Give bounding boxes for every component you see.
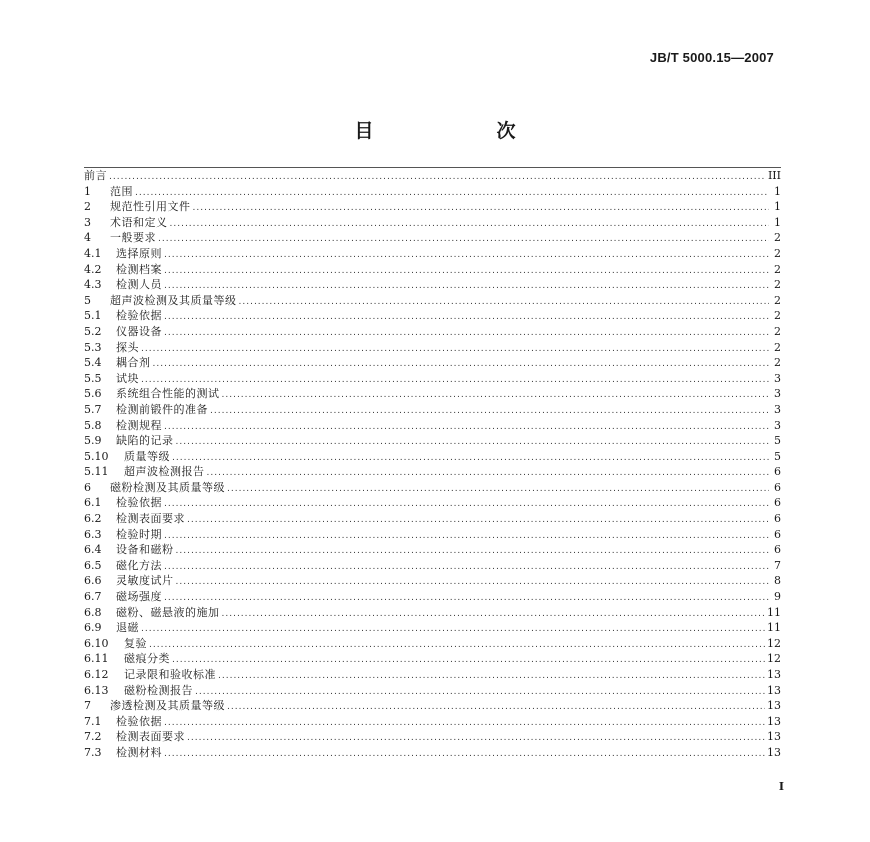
toc-dot-leader	[164, 310, 769, 326]
toc-entry-page: 6	[774, 527, 781, 541]
toc-dot-leader	[164, 560, 769, 576]
toc-dot-leader	[176, 575, 770, 591]
toc-entry[interactable]	[84, 262, 781, 278]
toc-dot-leader	[164, 420, 769, 436]
toc-entry-title: 系统组合性能的测试	[116, 387, 220, 401]
toc-entry-title: 质量等级	[124, 449, 170, 463]
toc-entry-title: 超声波检测报告	[124, 465, 205, 479]
toc-entry-number: 7	[84, 699, 91, 713]
toc-entry-title: 磁粉检测及其质量等级	[110, 480, 225, 494]
toc-entry-title: 复验	[124, 636, 147, 650]
toc-entry-title: 选择原则	[116, 246, 162, 260]
toc-entry[interactable]	[84, 745, 781, 761]
toc-entry-page: 13	[767, 683, 781, 697]
toc-dot-leader	[164, 264, 769, 280]
toc-entry[interactable]	[84, 651, 781, 667]
toc-dot-leader	[172, 653, 765, 669]
toc-entry[interactable]	[84, 667, 781, 683]
toc-dot-leader	[222, 388, 770, 404]
toc-entry-title: 退磁	[116, 621, 139, 635]
toc-entry[interactable]	[84, 230, 781, 246]
toc-dot-leader	[176, 435, 770, 451]
toc-entry-title: 磁粉检测报告	[124, 683, 193, 697]
toc-entry-page: 12	[767, 636, 781, 650]
standard-code: JB/T 5000.15—2007	[649, 50, 774, 65]
toc-entry-number: 5.2	[84, 324, 102, 338]
toc-entry[interactable]	[84, 605, 781, 621]
toc-entry-number: 6.12	[84, 668, 109, 681]
toc-entry-number: 6.4	[84, 543, 102, 557]
toc-dot-leader	[141, 622, 765, 638]
toc-dot-leader	[164, 716, 765, 732]
toc-entry[interactable]	[84, 433, 781, 449]
toc-entry-title: 缺陷的记录	[116, 434, 174, 448]
toc-entry-number: 6.6	[84, 574, 102, 588]
toc-entry-page: 8	[774, 574, 781, 588]
toc-entry[interactable]	[84, 589, 781, 605]
toc-entry-title: 检测前锻件的准备	[116, 402, 208, 416]
toc-entry-title: 超声波检测及其质量等级	[110, 293, 237, 307]
toc-dot-leader	[172, 451, 769, 467]
toc-entry-page: 7	[774, 558, 781, 572]
toc-entry-number: 5	[84, 293, 91, 307]
toc-dot-leader	[164, 248, 769, 264]
toc-entry-number: 7.3	[84, 745, 102, 759]
toc-entry-page: 5	[774, 434, 781, 448]
toc-entry-page: 2	[774, 309, 781, 323]
toc-entry[interactable]	[84, 480, 781, 496]
toc-entry-title: 探头	[116, 340, 139, 354]
toc-entry-page: 1	[774, 184, 781, 198]
toc-entry[interactable]	[84, 714, 781, 730]
toc-entry-number: 5.9	[84, 434, 102, 448]
toc-entry-number: 6.8	[84, 605, 102, 619]
toc-dot-leader	[135, 186, 769, 202]
toc-entry-page: 2	[774, 231, 781, 245]
toc-dot-leader	[164, 326, 769, 342]
toc-dot-leader	[195, 685, 765, 701]
toc-dot-leader	[207, 466, 770, 482]
toc-entry-number: 6.10	[84, 636, 109, 650]
toc-entry[interactable]	[84, 246, 781, 262]
toc-entry-title: 灵敏度试片	[116, 574, 174, 588]
toc-entry[interactable]	[84, 464, 781, 480]
toc-entry-number: 4.3	[84, 278, 102, 292]
toc-entry-page: 9	[774, 590, 781, 604]
toc-dot-leader	[239, 295, 770, 311]
toc-dot-leader	[193, 201, 770, 217]
toc-entry-number: 5.6	[84, 387, 102, 401]
toc-entry-number: 5.5	[84, 371, 102, 385]
toc-entry-page: 3	[774, 418, 781, 432]
toc-entry-title: 检验时期	[116, 527, 162, 541]
toc-entry-page: 13	[767, 745, 781, 759]
toc-entry-number: 5.10	[84, 449, 109, 463]
toc-entry[interactable]	[84, 449, 781, 465]
toc-entry[interactable]	[84, 683, 781, 699]
toc-entry-page: 13	[767, 730, 781, 744]
toc-dot-leader	[227, 482, 769, 498]
toc-entry-title: 规范性引用文件	[110, 200, 191, 214]
toc-entry[interactable]	[84, 340, 781, 356]
toc-dot-leader	[187, 513, 769, 529]
toc-entry-number: 6.5	[84, 558, 102, 572]
toc-dot-leader	[187, 731, 765, 747]
toc-entry-page: 13	[767, 699, 781, 713]
toc-entry[interactable]	[84, 293, 781, 309]
toc-entry[interactable]	[84, 184, 781, 200]
toc-entry[interactable]	[84, 215, 781, 231]
toc-entry-page: 2	[774, 262, 781, 276]
toc-entry-title: 术语和定义	[110, 215, 168, 229]
toc-entry[interactable]	[84, 729, 781, 745]
toc-dot-leader	[218, 669, 765, 685]
toc-entry-title: 检测档案	[116, 262, 162, 276]
toc-entry-number: 7.2	[84, 730, 102, 744]
toc-entry[interactable]	[84, 418, 781, 434]
toc-entry-title: 检验依据	[116, 496, 162, 510]
toc-entry-page: 6	[774, 543, 781, 557]
toc-entry-title: 磁场强度	[116, 590, 162, 604]
toc-entry-number: 5.1	[84, 309, 102, 323]
toc-entry-number: 6.2	[84, 512, 102, 526]
toc-entry-number: 2	[84, 200, 91, 214]
toc-entry-title: 磁粉、磁悬液的施加	[116, 605, 220, 619]
toc-entry-number: 6.3	[84, 527, 102, 541]
toc-dot-leader	[164, 591, 769, 607]
toc-dot-leader	[164, 279, 769, 295]
toc-entry-title: 记录限和验收标准	[124, 668, 216, 681]
toc-dot-leader	[164, 529, 769, 545]
toc-entry-title: 检测表面要求	[116, 512, 185, 526]
toc-dot-leader	[109, 170, 766, 186]
toc-entry[interactable]	[84, 573, 781, 589]
toc-dot-leader	[164, 747, 765, 763]
toc-entry-title: 一般要求	[110, 231, 156, 245]
toc-entry-number: 6.11	[84, 652, 109, 666]
toc-dot-leader	[170, 217, 770, 233]
toc-dot-leader	[222, 607, 766, 623]
toc-entry-page: 5	[774, 449, 781, 463]
toc-entry-page: 6	[774, 496, 781, 510]
toc-entry-number: 5.8	[84, 418, 102, 432]
toc-entry-page: 6	[774, 480, 781, 494]
toc-entry-page: 2	[774, 293, 781, 307]
toc-entry-title: 检验依据	[116, 714, 162, 728]
toc-dot-leader	[158, 232, 769, 248]
toc-dot-leader	[176, 544, 770, 560]
toc-entry-page: 6	[774, 465, 781, 479]
toc-entry-page: 1	[774, 200, 781, 214]
toc-entry-title: 仪器设备	[116, 324, 162, 338]
toc-entry-number: 4.2	[84, 262, 102, 276]
toc-entry-number: 6.9	[84, 621, 102, 635]
toc-entry-page: 3	[774, 371, 781, 385]
toc-entry[interactable]	[84, 495, 781, 511]
toc-entry-title: 渗透检测及其质量等级	[110, 699, 225, 713]
toc-entry-title: 检测人员	[116, 278, 162, 292]
toc-entry-number: 5.3	[84, 340, 102, 354]
toc-entry-number: 5.11	[84, 465, 109, 479]
toc-entry-number: 6	[84, 480, 91, 494]
toc-entry[interactable]	[84, 620, 781, 636]
toc-entry-title: 前言	[84, 169, 107, 182]
toc-dot-leader	[153, 357, 770, 373]
page-number: I	[778, 780, 784, 793]
toc-entry-title: 检测材料	[116, 745, 162, 759]
toc-entry[interactable]	[84, 402, 781, 418]
toc-entry-page: 3	[774, 387, 781, 401]
toc-entry-page: 3	[774, 402, 781, 416]
toc-entry-number: 7.1	[84, 714, 102, 728]
toc-entry[interactable]	[84, 168, 781, 184]
toc-entry[interactable]	[84, 277, 781, 293]
toc-entry-page: 2	[774, 356, 781, 370]
toc-entry-page: 1	[774, 215, 781, 229]
toc-entry[interactable]	[84, 355, 781, 371]
toc-entry[interactable]	[84, 324, 781, 340]
toc-entry-page: 2	[774, 324, 781, 338]
toc-entry-number: 5.7	[84, 402, 102, 416]
toc-entry-page: 12	[767, 652, 781, 666]
table-of-contents	[84, 167, 781, 761]
toc-entry[interactable]	[84, 371, 781, 387]
toc-entry-title: 磁痕分类	[124, 652, 170, 666]
toc-entry-number: 1	[84, 184, 91, 198]
toc-entry-number: 6.13	[84, 683, 109, 697]
toc-entry[interactable]	[84, 636, 781, 652]
toc-entry-number: 3	[84, 215, 91, 229]
toc-entry[interactable]	[84, 698, 781, 714]
toc-entry-page: 6	[774, 512, 781, 526]
toc-entry-title: 范围	[110, 184, 133, 198]
toc-entry-number: 6.1	[84, 496, 102, 510]
toc-dot-leader	[149, 638, 765, 654]
toc-entry[interactable]	[84, 511, 781, 527]
toc-entry-title: 检测规程	[116, 418, 162, 432]
toc-entry[interactable]	[84, 542, 781, 558]
toc-dot-leader	[227, 700, 765, 716]
toc-entry[interactable]	[84, 386, 781, 402]
toc-entry-title: 耦合剂	[116, 356, 151, 370]
toc-dot-leader	[141, 373, 769, 389]
toc-entry-page: III	[767, 169, 781, 182]
toc-entry-page: 11	[767, 621, 781, 635]
toc-entry-number: 4	[84, 231, 91, 245]
toc-entry-number: 4.1	[84, 246, 102, 260]
toc-entry-title: 检验依据	[116, 309, 162, 323]
toc-entry-page: 2	[774, 278, 781, 292]
toc-entry-page: 13	[767, 714, 781, 728]
toc-entry-page: 13	[767, 668, 781, 681]
toc-entry[interactable]	[84, 199, 781, 215]
toc-entry-title: 设备和磁粉	[116, 543, 174, 557]
toc-dot-leader	[141, 342, 769, 358]
toc-entry[interactable]	[84, 527, 781, 543]
toc-entry-number: 5.4	[84, 356, 102, 370]
toc-entry-title: 磁化方法	[116, 558, 162, 572]
toc-entry-page: 11	[767, 605, 781, 619]
toc-entry-page: 2	[774, 340, 781, 354]
toc-entry-page: 2	[774, 246, 781, 260]
page-title: 目 次	[354, 120, 568, 142]
toc-entry-title: 检测表面要求	[116, 730, 185, 744]
toc-entry[interactable]	[84, 558, 781, 574]
toc-dot-leader	[164, 497, 769, 513]
toc-entry-number: 6.7	[84, 590, 102, 604]
toc-dot-leader	[210, 404, 769, 420]
toc-entry-title: 试块	[116, 371, 139, 385]
toc-entry[interactable]	[84, 308, 781, 324]
